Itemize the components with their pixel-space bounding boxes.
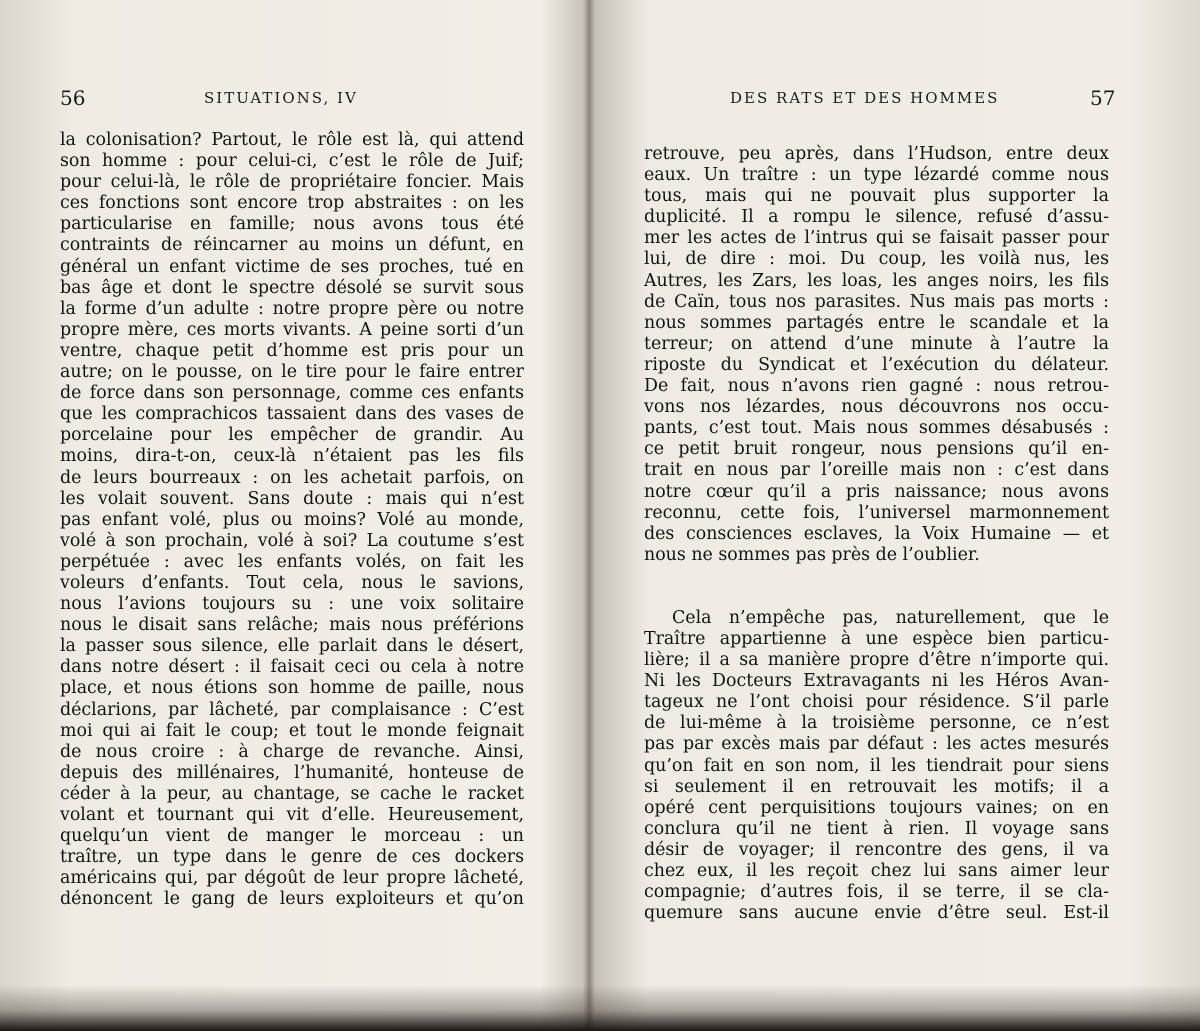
text-line: trait en nous par l’oreille mais non : c’est dans	[644, 460, 1109, 481]
text-line: notre cœur qu’il a pris naissance; nous avons	[644, 481, 1109, 502]
text-line: tageux ne l’ont choisi pour résidence. S’il parle	[644, 692, 1109, 713]
text-line: dans notre désert : il faisait ceci ou cela à notre	[60, 657, 524, 678]
text-line: américains qui, par dégoût de leur propre lâcheté,	[60, 868, 524, 889]
text-line: la passer sous silence, elle parlait dans le désert,	[60, 636, 524, 657]
text-line: tous, mais qui ne pouvait plus supporter la	[644, 186, 1109, 207]
text-line: quemure sans aucune envie d’être seul. Est-il	[644, 903, 1109, 924]
text-line: Cela n’empêche pas, naturellement, que le	[672, 607, 1109, 628]
text-line: perpétuée : avec les enfants volés, on fait les	[60, 551, 524, 572]
text-line: nous ne sommes pas près de l’oublier.	[644, 544, 980, 565]
text-line: de lui-même à la troisième personne, ce n’est	[644, 713, 1109, 734]
text-line: qu’on fait en son nom, il les tiendrait pour siens	[644, 755, 1109, 776]
text-line: les volait souvent. Sans doute : mais qui n’est	[60, 488, 524, 509]
text-line: ce petit bruit rongeur, nous pensions qu’il en-	[644, 439, 1109, 460]
text-line: vons nos lézardes, nous découvrons nos occu-	[644, 397, 1109, 418]
text-line: volé à son prochain, volé à soi? La coutume s’est	[60, 530, 524, 551]
text-line: moins, dira-t-on, ceux-là n’étaient pas les fils	[60, 446, 524, 467]
text-line: ces fonctions sont encore trop abstraites : on les	[60, 193, 524, 214]
text-line: lière; il a sa manière propre d’être n’importe qui.	[644, 650, 1109, 671]
text-line: si seulement il en retrouvait les motifs; il a	[644, 776, 1109, 797]
text-line: nous le disait sans relâche; mais nous préférions	[60, 615, 524, 636]
page-number-left: 56	[60, 86, 86, 110]
text-line: la forme d’un adulte : notre propre père ou notre	[60, 298, 524, 319]
text-line: particularise en famille; nous avons tous été	[60, 214, 524, 235]
text-line: propre mère, ces morts vivants. A peine sorti d’un	[60, 319, 524, 340]
text-line: de nous croire : à charge de revanche. Ainsi,	[60, 741, 524, 762]
text-line: place, et nous étions son homme de paille, nous	[60, 678, 524, 699]
text-line: chez eux, il les reçoit chez lui sans aimer leur	[644, 861, 1109, 881]
text-line: autre; on le pousse, on le tire pour le faire entrer	[60, 362, 524, 383]
left-page-text	[60, 130, 524, 910]
text-line: depuis des millénaires, l’humanité, honteuse de	[60, 762, 524, 783]
page-bottom-shadow	[0, 985, 1200, 1031]
text-line: des consciences esclaves, la Voix Humaine — et	[644, 523, 1109, 544]
text-line: lui, de dire : moi. Du coup, les voilà nus, les	[644, 249, 1109, 270]
text-line: pas enfant volé, plus ou moins? Volé au monde,	[60, 509, 524, 530]
page-number-right: 57	[1090, 86, 1116, 110]
text-line: Ni les Docteurs Extravagants ni les Héros Avan-	[644, 671, 1109, 692]
text-line: compagnie; d’autres fois, il se terre, il se cla-	[644, 882, 1109, 903]
text-line: nous sommes partagés entre le scandale et la	[644, 312, 1109, 333]
text-line: la colonisation? Partout, le rôle est là, qui attend	[60, 130, 524, 150]
left-page	[0, 0, 590, 1031]
running-head-left: SITUATIONS, IV	[204, 89, 358, 107]
text-line: opéré cent perquisitions toujours vaines; on en	[644, 797, 1109, 818]
text-line: conclura qu’il ne tient à rien. Il voyage sans	[644, 818, 1109, 839]
text-line: déclarions, par lâcheté, par complaisance : C’est	[60, 699, 524, 720]
text-line: bas âge et dont le spectre désolé se survit sous	[60, 277, 524, 298]
text-line: Traître appartienne à une espèce bien particu-	[644, 628, 1109, 649]
text-line: désir de voyager; il rencontre des gens, il va	[644, 839, 1109, 860]
text-line: dénoncent le gang de leurs exploiteurs et qu’on	[60, 889, 524, 910]
text-line: pants, c’est tout. Mais nous sommes désabusés :	[644, 418, 1109, 439]
text-line: voleurs d’enfants. Tout cela, nous le savions,	[60, 572, 524, 593]
text-line: nous l’avions toujours su : une voix solitaire	[60, 594, 524, 615]
text-line: eaux. Un traître : un type lézardé comme nous	[644, 165, 1109, 186]
text-line: duplicité. Il a rompu le silence, refusé d’assu-	[644, 207, 1109, 228]
text-line: pas par excès mais par défaut : les actes mesurés	[644, 734, 1109, 755]
text-line: quelqu’un vient de manger le morceau : un	[60, 826, 524, 847]
right-page	[600, 0, 1200, 1031]
text-line: de leurs bourreaux : on les achetait parfois, on	[60, 467, 524, 488]
text-line: riposte du Syndicat et l’exécution du délateur.	[644, 354, 1109, 375]
text-line: retrouve, peu après, dans l’Hudson, entre deux	[644, 144, 1109, 164]
text-line: traître, un type dans le genre de ces dockers	[60, 847, 524, 868]
text-line: terreur; on attend d’une minute à l’autre la	[644, 333, 1109, 354]
text-line: moi qui ai fait le coup; et tout le monde feignait	[60, 720, 524, 741]
text-line: porcelaine pour les empêcher de grandir. Au	[60, 425, 524, 446]
running-head-right: DES RATS ET DES HOMMES	[730, 89, 1000, 107]
text-line: que les comprachicos tassaient dans des vases de	[60, 404, 524, 425]
text-line: De fait, nous n’avons rien gagné : nous retrou-	[644, 376, 1109, 397]
text-line: ventre, chaque petit d’homme est pris pour un	[60, 340, 524, 361]
text-line: général un enfant victime de ses proches, tué en	[60, 256, 524, 277]
right-page-text	[644, 144, 1109, 924]
text-line: pour celui-là, le rôle de propriétaire foncier. Mais	[60, 172, 524, 193]
text-line: volant et tournant qui vit d’elle. Heureusement,	[60, 805, 524, 825]
text-line: céder à la peur, au chantage, se cache le racket	[60, 783, 524, 804]
text-line: de Caïn, tous nos parasites. Nus mais pas morts :	[644, 291, 1109, 312]
text-line: son homme : pour celui-ci, c’est le rôle de Juif;	[60, 151, 524, 172]
text-line: mer les actes de l’intrus qui se faisait passer pour	[644, 228, 1109, 249]
text-line: de force dans son personnage, comme ces enfants	[60, 383, 524, 404]
text-line: contraints de réincarner au moins un défunt, en	[60, 235, 524, 256]
text-line: Autres, les Zars, les loas, les anges noirs, les fils	[644, 270, 1109, 291]
text-line: reconnu, cette fois, l’universel marmonnement	[644, 502, 1109, 523]
paragraph-gap	[644, 566, 1109, 608]
